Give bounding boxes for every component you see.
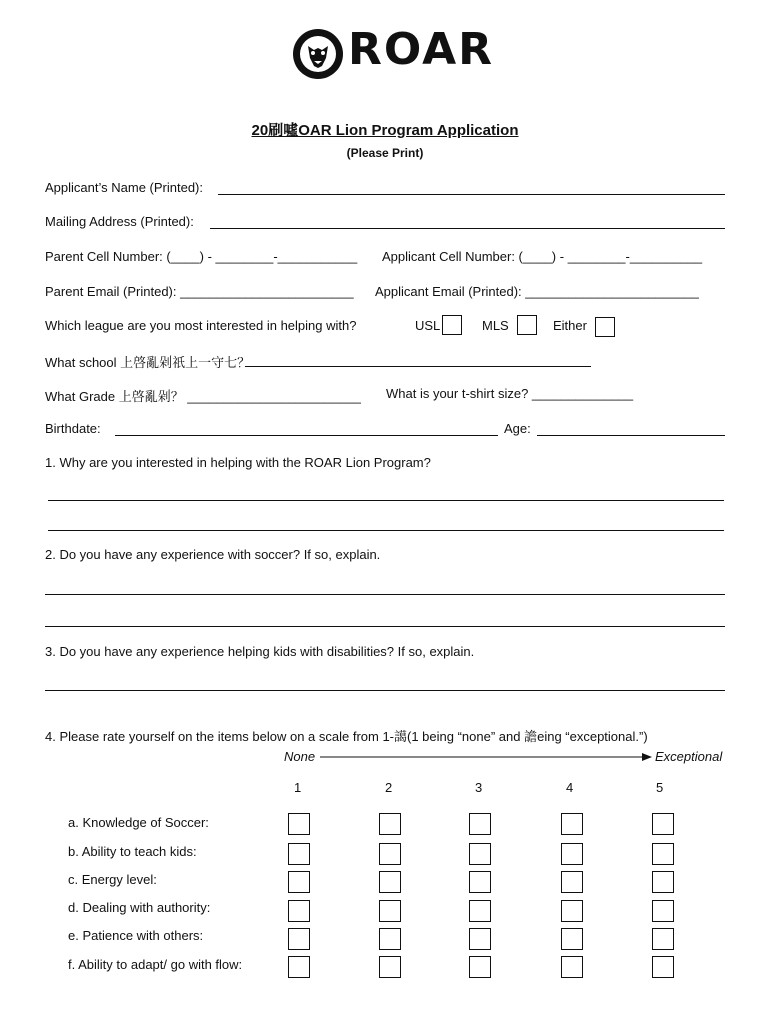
rating-checkbox[interactable] [561,956,583,978]
birthdate-label: Birthdate: [45,421,101,436]
rating-checkbox[interactable] [288,928,310,950]
rating-checkbox[interactable] [469,900,491,922]
question-2-answer-line-2[interactable] [45,626,725,627]
school-field[interactable] [245,366,591,367]
league-option-usl-label: USL [415,318,441,333]
rating-checkbox[interactable] [652,956,674,978]
lion-head-icon [292,28,344,80]
rating-checkbox[interactable] [652,843,674,865]
rating-item-label: d. Dealing with authority: [68,900,211,915]
league-option-either-label: Either [553,318,587,333]
question-1: 1. Why are you interested in helping with the ROAR Lion Program? [45,455,431,470]
scale-number-1: 1 [294,780,302,795]
question-2: 2. Do you have any experience with soccer? If so, explain. [45,547,381,562]
rating-item-label: c. Energy level: [68,872,157,887]
rating-checkbox[interactable] [288,813,310,835]
rating-checkbox[interactable] [288,900,310,922]
question-1-answer-line-2[interactable] [48,530,724,531]
rating-checkbox[interactable] [469,956,491,978]
applicant-name-label: Applicant’s Name (Printed): [45,180,203,195]
rating-checkbox[interactable] [469,843,491,865]
rating-item-label: e. Patience with others: [68,928,204,943]
applicant-email-field[interactable]: Applicant Email (Printed): ________________________ [375,284,699,299]
rating-checkbox[interactable] [379,956,401,978]
league-either-checkbox[interactable] [595,317,615,337]
league-option-mls-label: MLS [482,318,509,333]
mailing-address-label: Mailing Address (Printed): [45,214,194,229]
rating-checkbox[interactable] [288,871,310,893]
age-label: Age: [504,421,531,436]
rating-checkbox[interactable] [561,871,583,893]
rating-checkbox[interactable] [652,900,674,922]
applicant-cell-field[interactable]: Applicant Cell Number: (____) - ________-__________ [382,249,703,264]
form-subtitle: (Please Print) [346,146,424,160]
rating-checkbox[interactable] [561,928,583,950]
question-3-answer-line[interactable] [45,690,725,691]
rating-item-label: a. Knowledge of Soccer: [68,815,209,830]
scale-arrow-icon [320,752,654,762]
mailing-address-field[interactable] [210,228,725,229]
rating-item-label: b. Ability to teach kids: [68,844,197,859]
question-4: 4. Please rate yourself on the items below on a scale from 1-譪(1 being “none” and 譫eing “exceptional.”) [45,729,648,744]
school-label: What school 上啓亂剁祇上一守七？ [45,355,251,370]
form-title: 20刷噓OAR Lion Program Application [251,122,519,139]
scale-number-4: 4 [566,780,574,795]
logo [292,24,495,82]
rating-item-label: f. Ability to adapt/ go with flow: [68,957,243,972]
applicant-name-field[interactable] [218,194,725,195]
rating-checkbox[interactable] [469,871,491,893]
rating-checkbox[interactable] [288,843,310,865]
rating-checkbox[interactable] [288,956,310,978]
rating-checkbox[interactable] [652,813,674,835]
rating-checkbox[interactable] [652,928,674,950]
rating-checkbox[interactable] [469,928,491,950]
rating-checkbox[interactable] [561,900,583,922]
question-3: 3. Do you have any experience helping kids with disabilities? If so, explain. [45,644,475,659]
rating-checkbox[interactable] [561,813,583,835]
parent-email-field[interactable]: Parent Email (Printed): ________________________ [45,284,354,299]
scale-number-3: 3 [475,780,483,795]
scale-none-label: None [284,749,316,764]
scale-exceptional-label: Exceptional [655,749,723,764]
rating-checkbox[interactable] [379,843,401,865]
rating-checkbox[interactable] [561,843,583,865]
birthdate-field[interactable] [115,435,498,436]
logo-text: ROAR [348,24,495,75]
rating-checkbox[interactable] [379,928,401,950]
rating-checkbox[interactable] [469,813,491,835]
scale-number-2: 2 [385,780,393,795]
scale-number-5: 5 [656,780,664,795]
tshirt-size-field[interactable]: What is your t-shirt size? ______________ [386,386,634,401]
league-question: Which league are you most interested in helping with? [45,318,357,333]
rating-checkbox[interactable] [379,813,401,835]
rating-checkbox[interactable] [379,900,401,922]
league-usl-checkbox[interactable] [442,315,462,335]
age-field[interactable] [537,435,725,436]
rating-checkbox[interactable] [379,871,401,893]
question-1-answer-line-1[interactable] [48,500,724,501]
question-2-answer-line-1[interactable] [45,594,725,595]
parent-cell-field[interactable]: Parent Cell Number: (____) - ________-___________ [45,249,358,264]
grade-field[interactable]: What Grade 上啓亂剁？ ________________________ [45,389,361,404]
league-mls-checkbox[interactable] [517,315,537,335]
rating-checkbox[interactable] [652,871,674,893]
